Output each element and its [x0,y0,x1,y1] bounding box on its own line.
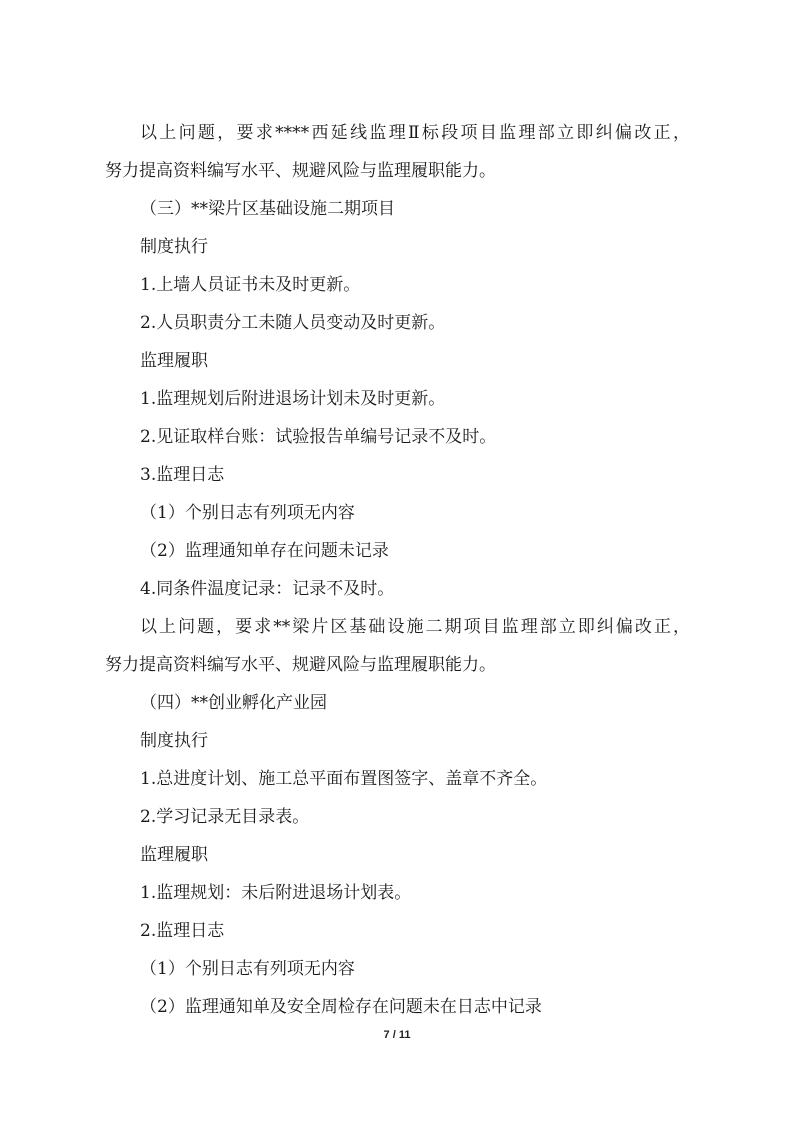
sub-list-item: （2）监理通知单存在问题未记录 [140,541,389,561]
list-item: 3.监理日志 [140,465,225,485]
list-item: 1.监理规划后附进退场计划未及时更新。 [140,389,446,409]
list-item: 2.监理日志 [140,921,225,941]
sub-list-item: （1）个别日志有列项无内容 [140,959,355,979]
paragraph-line: 以上问题，要求****西延线监理Ⅱ标段项目监理部立即纠偏改正， [140,123,690,143]
document-body [105,114,690,1026]
subsection-heading: 监理履职 [140,351,208,371]
list-item: 2.人员职责分工未随人员变动及时更新。 [140,313,446,333]
list-item: 2.见证取样台账：试验报告单编号记录不及时。 [140,427,497,447]
sub-list-item: （2）监理通知单及安全周检存在问题未在日志中记录 [140,997,542,1017]
subsection-heading: 监理履职 [140,845,208,865]
list-item: 1.总进度计划、施工总平面布置图签字、盖章不齐全。 [140,769,548,789]
section-heading: （四）**创业孵化产业园 [140,693,327,713]
list-item: 1.上墙人员证书未及时更新。 [140,275,361,295]
subsection-heading: 制度执行 [140,237,208,257]
paragraph-line: 努力提高资料编写水平、规避风险与监理履职能力。 [105,161,496,181]
section-heading: （三）**梁片区基础设施二期项目 [140,199,395,219]
page-number: 7 / 11 [383,1029,411,1041]
subsection-heading: 制度执行 [140,731,208,751]
paragraph-line: 以上问题，要求**梁片区基础设施二期项目监理部立即纠偏改正， [140,617,690,637]
list-item: 4.同条件温度记录：记录不及时。 [140,579,395,599]
sub-list-item: （1）个别日志有列项无内容 [140,503,355,523]
list-item: 1.监理规划：未后附进退场计划表。 [140,883,412,903]
list-item: 2.学习记录无目录表。 [140,807,310,827]
paragraph-line: 努力提高资料编写水平、规避风险与监理履职能力。 [105,655,496,675]
